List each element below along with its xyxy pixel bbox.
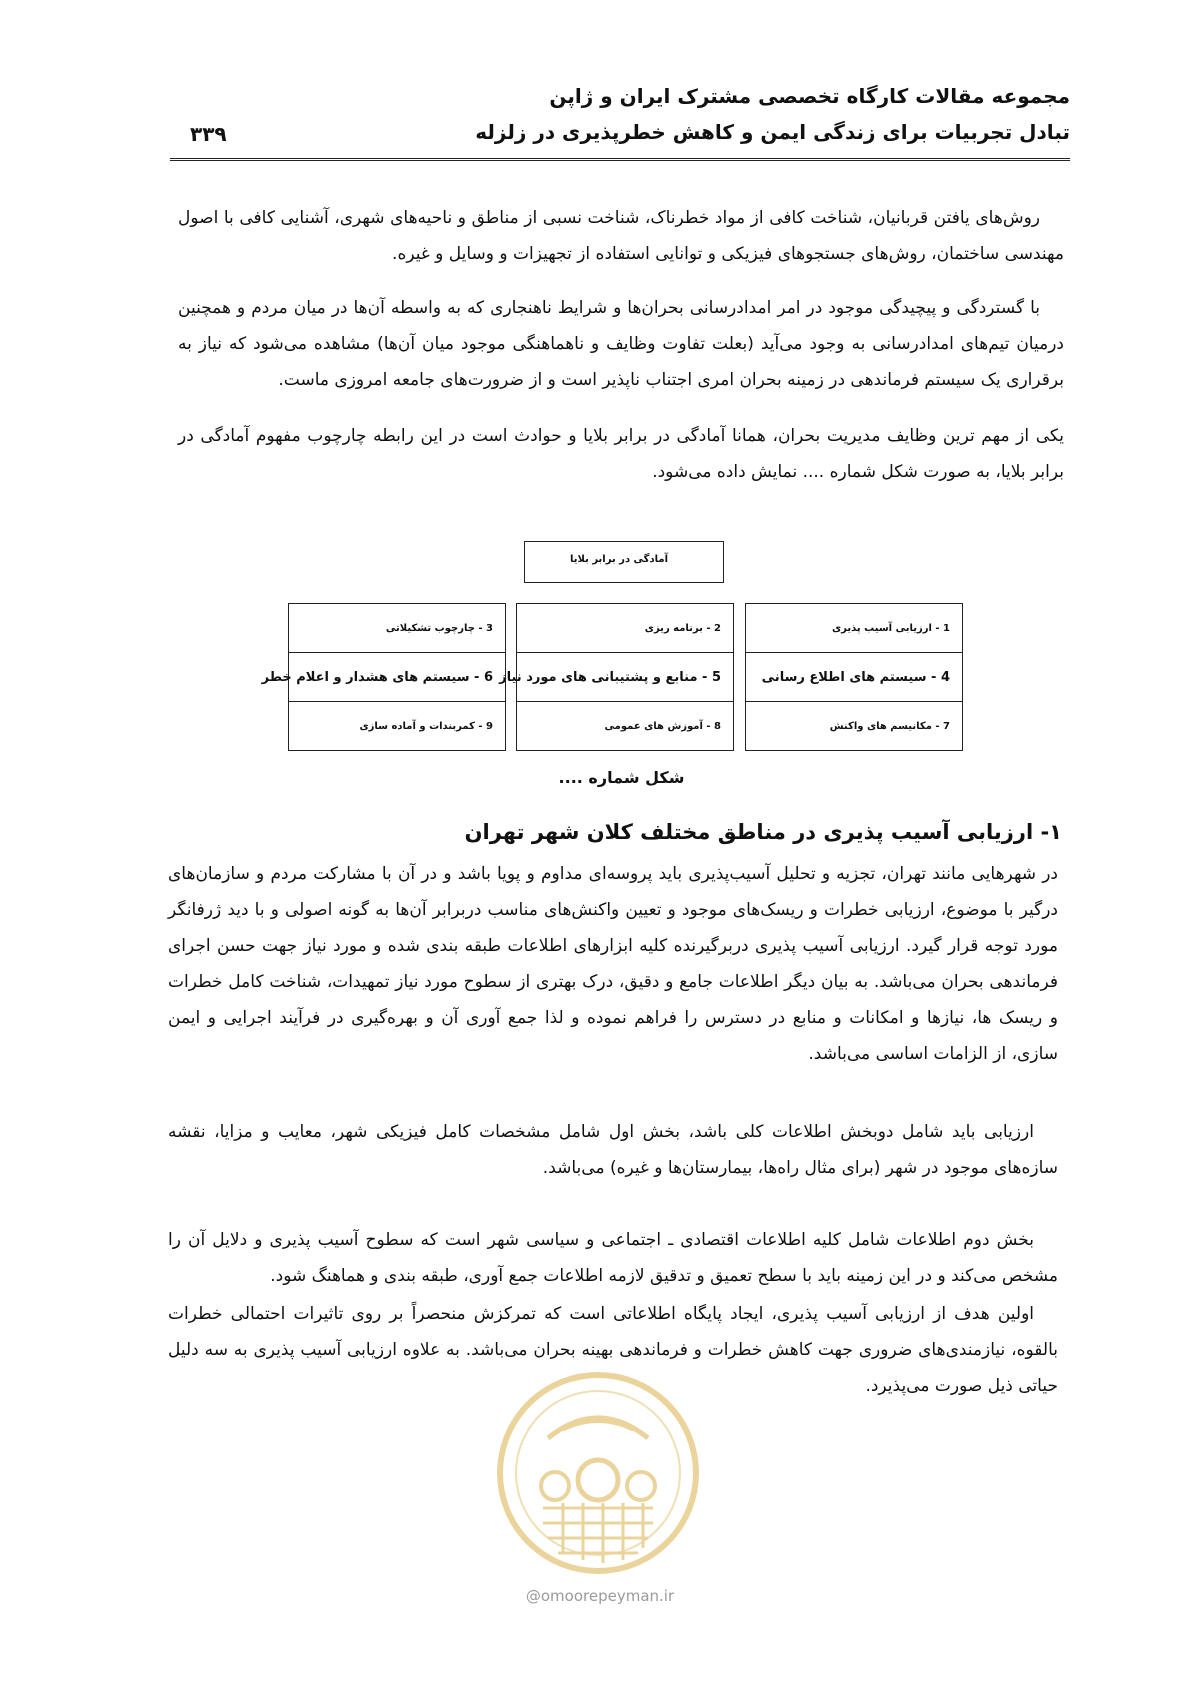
- page-header: [170, 78, 1070, 178]
- diagram-column-middle: [499, 603, 734, 751]
- header-rule: [170, 158, 1070, 164]
- watermark-url: @omoorepeyman.ir: [525, 1587, 675, 1605]
- diagram-cell: 9 - کمربندات و آماده سازی: [359, 721, 493, 732]
- diagram-cell: 7 - مکانیسم های واکنش: [829, 721, 950, 732]
- diagram-column-left: [261, 603, 506, 751]
- section-heading: ۱- ارزیابی آسیب پذیری در مناطق مختلف کلان شهر تهران: [464, 820, 1062, 844]
- header-title-line-2: تبادل تجربیات برای زندگی ایمن و کاهش خطرپذیری در زلزله: [475, 120, 1070, 144]
- header-title-line-1: مجموعه مقالات کارگاه تخصصی مشترک ایران و ژاپن: [549, 84, 1070, 108]
- figure-caption: شکل شماره ....: [558, 768, 685, 787]
- diagram-cell: 5 - منابع و پشتیبانی های مورد نیاز: [517, 653, 733, 702]
- diagram-cell: 1 - ارزیابی آسیب پذیری: [746, 604, 962, 653]
- diagram-cell: 3 - چارچوب تشکیلاتی: [289, 604, 505, 653]
- paragraph-2: با گستردگی و پیچیدگی موجود در امر امدادرسانی بحران‌ها و شرایط ناهنجاری که به واسطه آن‌ها در میان مردم و همچنین درمیان تیم‌های امدادرسانی به وجود می‌آید (بعلت تفاوت وظایف و ناهماهنگی موجود میان آن‌ها) مشاهده می‌شود که نیاز به برقراری یک سیستم فرماندهی در زمینه بحران امری اجتناب ناپذیر است و از ضرورت‌های جامعه امروزی ماست.: [178, 298, 1064, 390]
- page-number: ۳۳۹: [190, 122, 227, 146]
- diagram-cell: 8 - آموزش های عمومی: [604, 721, 721, 732]
- diagram-cell: 4 - سیستم های اطلاع رسانی: [746, 653, 962, 702]
- preparedness-diagram: [261, 541, 955, 787]
- diagram-cell: 2 - برنامه ریزی: [517, 604, 733, 653]
- paragraph-1: روش‌های یافتن قربانیان، شناخت کافی از مواد خطرناک، شناخت نسبی از مناطق و ناحیه‌های شهری، آشنایی کافی با اصول مهندسی ساختمان، روش‌های جستجوهای فیزیکی و توانایی استفاده از تجهیزات و وسایل و غیره.: [178, 208, 1064, 264]
- watermark-seal: [493, 1368, 703, 1578]
- paragraph-6: بخش دوم اطلاعات شامل کلیه اطلاعات اقتصادی ـ اجتماعی و سیاسی شهر است که سطوح آسیب پذیری و دلایل آن را مشخص می‌کند و در این زمینه باید با سطح تعمیق و تدقیق لازمه اطلاعات جمع آوری، طبقه بندی و هماهنگ شود.: [168, 1230, 1058, 1286]
- diagram-top-box: آمادگی در برابر بلایا: [524, 541, 724, 583]
- paragraph-5: ارزیابی باید شامل دوبخش اطلاعات کلی باشد، بخش اول شامل مشخصات کامل فیزیکی شهر، معایب و مزایا، نقشه سازه‌های موجود در شهر (برای مثال راه‌ها، بیمارستان‌ها و غیره) می‌باشد.: [168, 1122, 1058, 1178]
- diagram-cell: 6 - سیستم های هشدار و اعلام خطر: [289, 653, 505, 702]
- seal-icon: [493, 1368, 703, 1578]
- paragraph-3: یکی از مهم ترین وظایف مدیریت بحران، همانا آمادگی در برابر بلایا و حوادث است در این رابطه چارچوب مفهوم آمادگی در برابر بلایا، به صورت شکل شماره .... نمایش داده می‌شود.: [178, 426, 1064, 482]
- paragraph-4: در شهرهایی مانند تهران، تجزیه و تحلیل آسیب‌پذیری باید پروسه‌ای مداوم و پویا باشد و در آن با مشارکت مردم و سازمان‌های درگیر با موضوع، ارزیابی خطرات و ریسک‌های موجود و تعیین واکنش‌های مناسب دربرابر آن‌ها به گونه اصولی و با دید ژرفانگر مورد توجه قرار گیرد. ارزیابی آسیب پذیری دربرگیرنده کلیه ابزارهای اطلاعات طبقه بندی شده و مورد نیاز جهت حسن اجرای فرماندهی بحران می‌باشد. به بیان دیگر اطلاعات جامع و دقیق، درک بهتری از سطوح مورد نیاز تمهیدات، شناخت کامل خطرات و ریسک ها، نیازها و امکانات و منابع در دسترس را فراهم نموده و لذا جمع آوری آن و بهره‌گیری در فرآیند اجرایی و ایمن سازی، از الزامات اساسی می‌باشد.: [168, 864, 1058, 1064]
- paragraph-7: اولین هدف از ارزیابی آسیب پذیری، ایجاد پایگاه اطلاعاتی است که تمرکزش منحصراً بر روی تاثیرات احتمالی خطرات بالقوه، نیازمندی‌های ضروری جهت کاهش خطرات و فرماندهی بهینه بحران می‌باشد. به علاوه ارزیابی آسیب پذیری به سه دلیل حیاتی ذیل صورت می‌پذیرد.: [168, 1304, 1058, 1396]
- diagram-column-right: [745, 603, 963, 751]
